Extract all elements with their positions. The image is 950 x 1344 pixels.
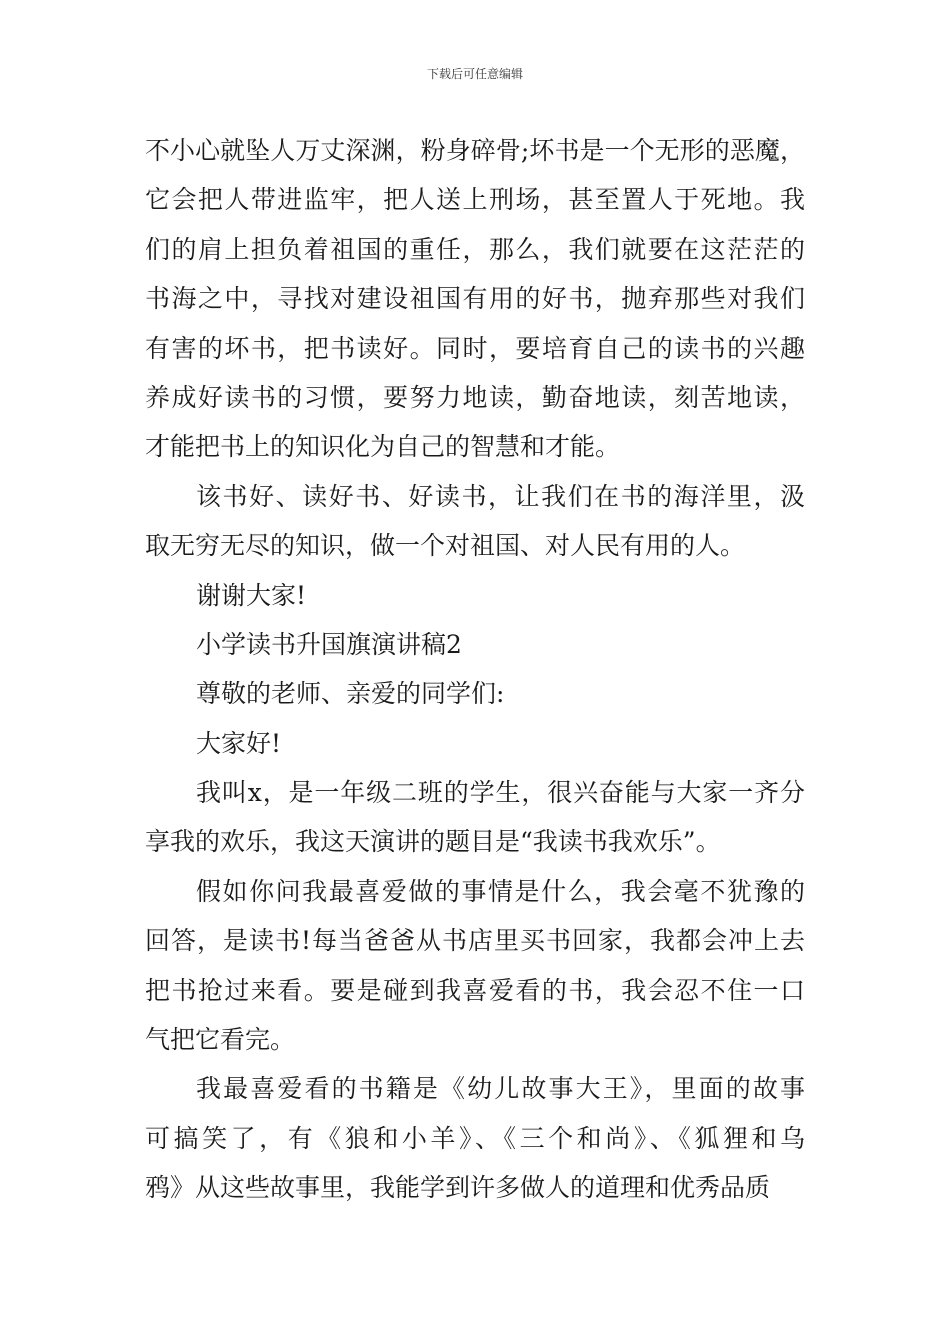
text-line: 享我的欢乐，我这天演讲的题目是“我读书我欢乐”。 — [145, 827, 721, 857]
paragraph — [145, 620, 805, 669]
text-line: 谢谢大家! — [196, 580, 307, 610]
text-line: 回答，是读书!每当爸爸从书店里买书回家，我都会冲上去 — [145, 926, 805, 956]
text-line: 把书抢过来看。要是碰到我喜爱看的书，我会忍不住一口 — [145, 975, 805, 1005]
paragraph — [145, 768, 805, 867]
text-line: 我叫x，是一年级二班的学生，很兴奋能与大家一齐分 — [196, 778, 805, 808]
text-line: 才能把书上的知识化为自己的智慧和才能。 — [145, 432, 621, 462]
text-line: 该书好、读好书、好读书，让我们在书的海洋里，汲 — [196, 481, 805, 511]
paragraph — [145, 1064, 805, 1212]
paragraph — [145, 867, 805, 1065]
text-line: 取无穷无尽的知识，做一个对祖国、对人民有用的人。 — [145, 531, 746, 561]
text-line: 养成好读书的习惯，要努力地读，勤奋地读，刻苦地读， — [145, 382, 805, 412]
text-line: 小学读书升国旗演讲稿2 — [196, 629, 462, 659]
text-line: 有害的坏书，把书读好。同时，要培育自己的读书的兴趣 — [145, 333, 805, 363]
paragraph — [145, 571, 805, 620]
page-header: 下载后可任意编辑 — [426, 67, 523, 81]
text-line: 书海之中，寻找对建设祖国有用的好书，抛弃那些对我们 — [145, 284, 805, 314]
text-line: 可搞笑了，有《狼和小羊》、《三个和尚》、《狐狸和乌 — [145, 1123, 805, 1153]
text-line: 不小心就坠人万丈深渊，粉身碎骨;坏书是一个无形的恶魔， — [145, 136, 805, 165]
document-body — [145, 126, 805, 1213]
paragraph — [145, 472, 805, 571]
text-line: 尊敬的老师、亲爱的同学们: — [196, 679, 505, 709]
text-line: 气把它看完。 — [145, 1025, 296, 1055]
paragraph — [145, 126, 805, 472]
paragraph — [145, 669, 805, 718]
text-line: 大家好! — [196, 728, 282, 758]
text-line: 们的肩上担负着祖国的重任，那么，我们就要在这茫茫的 — [145, 234, 805, 264]
text-line: 我最喜爱看的书籍是《幼儿故事大王》，里面的故事 — [196, 1074, 805, 1104]
paragraph — [145, 719, 805, 768]
text-line: 它会把人带进监牢，把人送上刑场，甚至置人于死地。我 — [145, 185, 805, 215]
text-line: 假如你问我最喜爱做的事情是什么，我会毫不犹豫的 — [196, 876, 805, 906]
text-line: 鸦》从这些故事里，我能学到许多做人的道理和优秀品质 — [145, 1173, 771, 1203]
